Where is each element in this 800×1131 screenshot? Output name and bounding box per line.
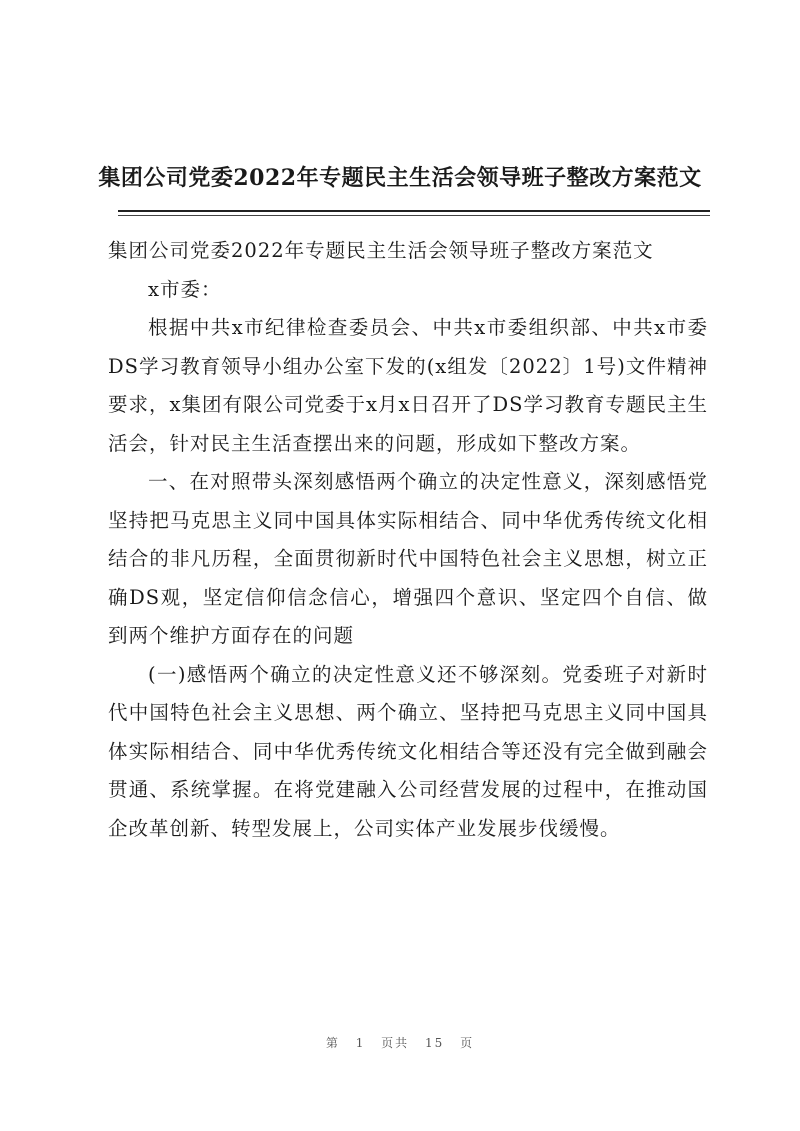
footer-suffix: 页 bbox=[460, 1036, 475, 1050]
document-body bbox=[108, 232, 708, 848]
footer-page-number: 1 bbox=[355, 1036, 366, 1050]
paragraph-subsection-one: (一)感悟两个确立的决定性意义还不够深刻。党委班子对新时代中国特色社会主义思想、两个确立、坚持把马克思主义同中国具体实际相结合、同中华优秀传统文化相结合等还没有完全做到融会贯通、系统掌握。在将党建融入公司经营发展的过程中，在推动国企改革创新、转型发展上，公司实体产业发展步伐缓慢。 bbox=[108, 662, 708, 840]
paragraph-heading: 集团公司党委2022年专题民主生活会领导班子整改方案范文 bbox=[108, 239, 654, 262]
title-divider-thin bbox=[118, 215, 710, 216]
paragraph-section-one: 一、在对照带头深刻感悟两个确立的决定性意义，深刻感悟党坚持把马克思主义同中国具体实际相结合、同中华优秀传统文化相结合的非凡历程，全面贯彻新时代中国特色社会主义思想，树立正确DS观，坚定信仰信念信心，增强四个意识、坚定四个自信、做到两个维护方面存在的问题 bbox=[108, 470, 708, 647]
footer-middle: 页共 bbox=[381, 1036, 410, 1050]
document-title: 集团公司党委2022年专题民主生活会领导班子整改方案范文 bbox=[98, 165, 702, 191]
paragraph-salutation: x市委： bbox=[148, 277, 222, 301]
page-footer bbox=[0, 1034, 800, 1051]
footer-total-pages: 15 bbox=[425, 1036, 445, 1050]
footer-prefix: 第 bbox=[325, 1036, 340, 1050]
paragraph-intro: 根据中共x市纪律检查委员会、中共x市委组织部、中共x市委DS学习教育领导小组办公室下发的(x组发〔2022〕1号)文件精神要求，x集团有限公司党委于x月x日召开了DS学习教育专题民主生活会，针对民主生活查摆出来的问题，形成如下整改方案。 bbox=[108, 316, 708, 455]
title-divider-thick bbox=[118, 210, 710, 212]
